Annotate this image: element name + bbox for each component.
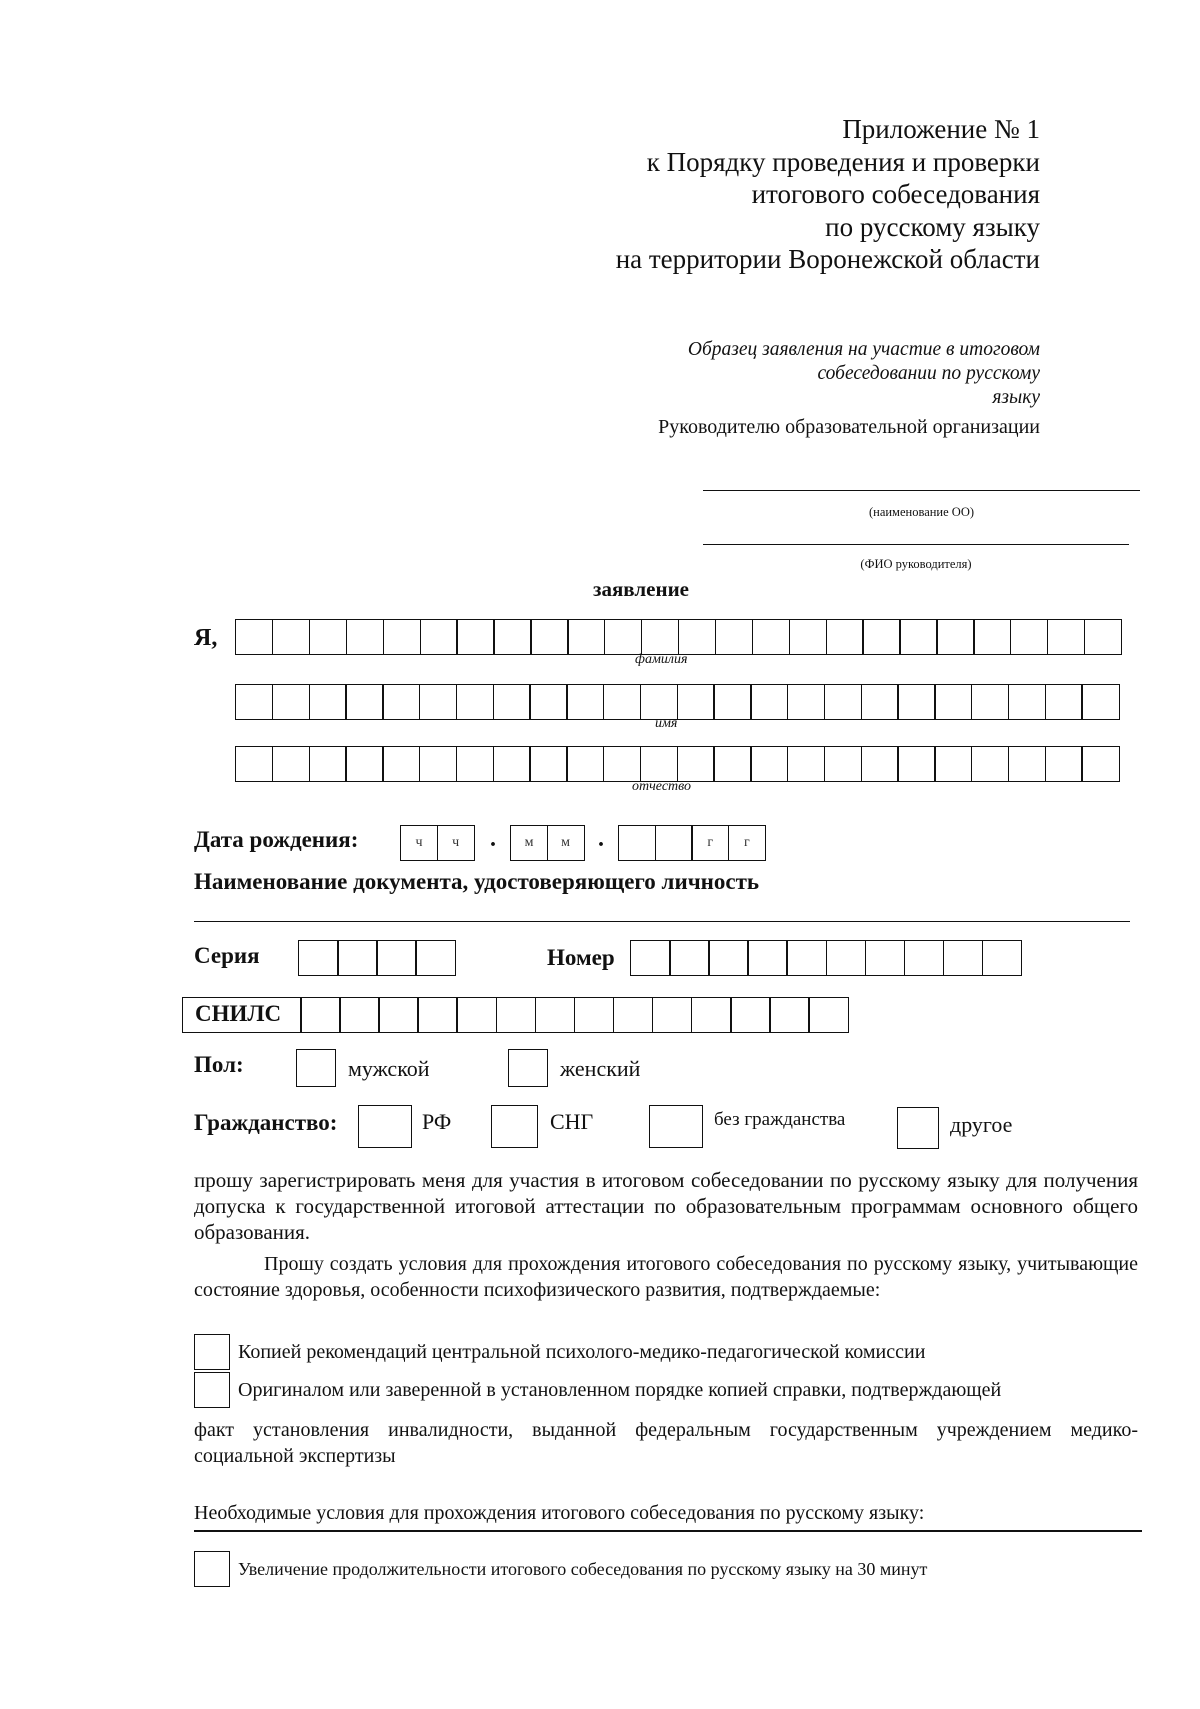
letter-cell[interactable] xyxy=(272,619,310,655)
sex-label: Пол: xyxy=(194,1052,244,1077)
letter-cell[interactable] xyxy=(1010,619,1048,655)
letter-cell[interactable] xyxy=(691,997,732,1033)
sample-line: собеседовании по русскому xyxy=(817,363,1040,384)
pmpk-checkbox[interactable] xyxy=(194,1334,230,1370)
letter-cell[interactable] xyxy=(566,684,604,720)
letter-cell[interactable] xyxy=(529,684,567,720)
form-title: заявление xyxy=(593,577,689,601)
appendix-line: на территории Воронежской области xyxy=(615,244,1040,274)
dob-year-cells[interactable] xyxy=(618,825,766,861)
letter-cell[interactable] xyxy=(376,940,417,976)
sample-line: Образец заявления на участие в итоговом xyxy=(687,339,1040,360)
letter-cell[interactable] xyxy=(420,619,458,655)
letter-cell[interactable] xyxy=(235,619,273,655)
letter-cell[interactable] xyxy=(496,997,537,1033)
letter-cell[interactable] xyxy=(1045,746,1083,782)
letter-cell[interactable] xyxy=(383,619,421,655)
snils-label: СНИЛС xyxy=(182,997,302,1033)
disability-row[interactable] xyxy=(194,1372,1001,1408)
org-name-line[interactable] xyxy=(703,490,1140,491)
letter-cell[interactable] xyxy=(456,746,494,782)
citizenship-stateless-label: без гражданства xyxy=(714,1109,846,1130)
letter-cell[interactable] xyxy=(824,684,862,720)
letter-cell[interactable] xyxy=(730,997,771,1033)
letter-cell[interactable] xyxy=(787,746,825,782)
letter-cell[interactable] xyxy=(747,940,788,976)
letter-cell[interactable] xyxy=(382,684,420,720)
letter-cell[interactable] xyxy=(904,940,945,976)
letter-cell[interactable] xyxy=(309,619,347,655)
pmpk-row[interactable] xyxy=(194,1334,925,1370)
letter-cell[interactable] xyxy=(300,997,341,1033)
dob-label: Дата рождения: xyxy=(194,827,359,852)
letter-cell[interactable] xyxy=(493,684,531,720)
dob-cell[interactable] xyxy=(618,825,656,861)
needed-conditions-heading: Необходимые условия для прохождения итогового собеседования по русскому языку: xyxy=(194,1502,925,1524)
letter-cell[interactable] xyxy=(603,684,641,720)
letter-cell[interactable] xyxy=(417,997,458,1033)
letter-cell[interactable] xyxy=(456,619,494,655)
letter-cell[interactable] xyxy=(535,997,576,1033)
letter-cell[interactable] xyxy=(1081,746,1119,782)
letter-cell[interactable] xyxy=(378,997,419,1033)
needed-conditions-line xyxy=(194,1530,1142,1532)
letter-cell[interactable] xyxy=(1008,746,1046,782)
letter-cell[interactable] xyxy=(715,619,753,655)
letter-cell[interactable] xyxy=(345,684,383,720)
letter-cell[interactable] xyxy=(824,746,862,782)
citizenship-label: Гражданство: xyxy=(194,1110,338,1135)
letter-cell[interactable] xyxy=(1081,684,1119,720)
appendix-line: к Порядку проведения и проверки xyxy=(646,146,1040,177)
letter-cell[interactable] xyxy=(669,940,710,976)
letter-cell[interactable] xyxy=(899,619,937,655)
letter-cell[interactable] xyxy=(298,940,339,976)
letter-cell[interactable] xyxy=(865,940,906,976)
letter-cell[interactable] xyxy=(530,619,568,655)
letter-cell[interactable] xyxy=(808,997,849,1033)
letter-cell[interactable] xyxy=(493,619,531,655)
sample-note xyxy=(688,338,1040,410)
letter-cell[interactable] xyxy=(971,746,1009,782)
letter-cell[interactable] xyxy=(640,684,678,720)
citizenship-cis-checkbox[interactable] xyxy=(491,1105,538,1148)
letter-cell[interactable] xyxy=(604,619,642,655)
letter-cell[interactable] xyxy=(897,684,935,720)
patronymic-caption: отчество xyxy=(632,779,692,794)
letter-cell[interactable] xyxy=(982,940,1023,976)
series-label: Серия xyxy=(194,943,260,968)
dob-separator: . xyxy=(490,826,496,852)
letter-cell[interactable] xyxy=(1047,619,1085,655)
letter-cell[interactable] xyxy=(235,684,273,720)
letter-cell[interactable] xyxy=(415,940,456,976)
letter-cell[interactable] xyxy=(708,940,749,976)
letter-cell[interactable] xyxy=(786,940,827,976)
citizenship-rf-checkbox[interactable] xyxy=(358,1105,412,1148)
sex-male-label: мужской xyxy=(348,1056,430,1081)
citizenship-cis-label: СНГ xyxy=(550,1109,594,1134)
letter-cell[interactable] xyxy=(630,940,671,976)
doc-name-line[interactable] xyxy=(194,921,1130,922)
letter-cell[interactable] xyxy=(640,746,678,782)
letter-cell[interactable] xyxy=(971,684,1009,720)
sex-female-checkbox[interactable] xyxy=(508,1049,548,1087)
letter-cell[interactable] xyxy=(613,997,654,1033)
letter-cell[interactable] xyxy=(713,684,751,720)
number-label: Номер xyxy=(547,945,615,970)
name-caption: имя xyxy=(655,716,678,731)
surname-cells[interactable] xyxy=(235,619,1122,655)
letter-cell[interactable] xyxy=(936,619,974,655)
conditions-intro: Прошу создать условия для прохождения итогового собеседования по русскому языку, учитывающие состояние здоровья, особенности психофизического развития, подтверждаемые: xyxy=(194,1253,1138,1301)
disability-text: Оригиналом или заверенной в установленном порядке копией справки, подтверждающей xyxy=(238,1378,1002,1401)
letter-cell[interactable] xyxy=(309,684,347,720)
dob-cell[interactable]: г xyxy=(728,825,766,861)
letter-cell[interactable] xyxy=(862,619,900,655)
sex-male-checkbox[interactable] xyxy=(296,1049,336,1087)
dob-cell[interactable] xyxy=(655,825,693,861)
sample-line: языку xyxy=(992,387,1040,408)
disability-continuation: факт установления инвалидности, выданной федеральным государственным учреждением медико-социальной экспертизы xyxy=(194,1419,1138,1467)
letter-cell[interactable] xyxy=(272,746,310,782)
letter-cell[interactable] xyxy=(419,746,457,782)
letter-cell[interactable] xyxy=(456,684,494,720)
letter-cell[interactable] xyxy=(456,997,497,1033)
number-cells[interactable] xyxy=(630,940,1022,976)
dob-cell[interactable]: м xyxy=(510,825,548,861)
extra-time-checkbox[interactable] xyxy=(194,1551,230,1587)
dob-separator: . xyxy=(598,826,604,852)
dob-month-cells[interactable] xyxy=(510,825,585,861)
letter-cell[interactable] xyxy=(346,619,384,655)
letter-cell[interactable] xyxy=(934,684,972,720)
snils-cells[interactable] xyxy=(300,997,849,1033)
citizenship-rf-label: РФ xyxy=(422,1109,452,1134)
letter-cell[interactable] xyxy=(339,997,380,1033)
letter-cell[interactable] xyxy=(382,746,420,782)
letter-cell[interactable] xyxy=(752,619,790,655)
dob-cell[interactable]: ч xyxy=(400,825,438,861)
appendix-line: итогового собеседования xyxy=(751,179,1040,209)
letter-cell[interactable] xyxy=(973,619,1011,655)
extra-time-text: Увеличение продолжительности итогового собеседования по русскому языку на 30 минут xyxy=(238,1558,928,1579)
letter-cell[interactable] xyxy=(419,684,457,720)
letter-cell[interactable] xyxy=(861,684,899,720)
letter-cell[interactable] xyxy=(235,746,273,782)
appendix-line: по русскому языку xyxy=(825,211,1040,242)
sex-female-label: женский xyxy=(560,1056,641,1081)
letter-cell[interactable] xyxy=(337,940,378,976)
dob-cell[interactable]: ч xyxy=(437,825,475,861)
ya-label: Я, xyxy=(194,625,218,651)
letter-cell[interactable] xyxy=(943,940,984,976)
request-paragraph: прошу зарегистрировать меня для участия в итоговом собеседовании по русскому языку для получения допуска к государственной итоговой аттестации по образовательным программам основного общего образования. xyxy=(194,1168,1138,1244)
citizenship-other-label: другое xyxy=(950,1112,1013,1137)
doc-label: Наименование документа, удостоверяющего личность xyxy=(194,869,760,894)
org-caption: (наименование ОО) xyxy=(868,505,975,519)
letter-cell[interactable] xyxy=(1008,684,1046,720)
disability-checkbox[interactable] xyxy=(194,1372,230,1408)
appendix-line: Приложение № 1 xyxy=(842,114,1040,144)
letter-cell[interactable] xyxy=(677,746,715,782)
letter-cell[interactable] xyxy=(574,997,615,1033)
addressee: Руководителю образовательной организации xyxy=(658,416,1040,438)
letter-cell[interactable] xyxy=(1045,684,1083,720)
letter-cell[interactable] xyxy=(603,746,641,782)
letter-cell[interactable] xyxy=(861,746,899,782)
letter-cell[interactable] xyxy=(529,746,567,782)
letter-cell[interactable] xyxy=(750,684,788,720)
letter-cell[interactable] xyxy=(652,997,693,1033)
letter-cell[interactable] xyxy=(309,746,347,782)
letter-cell[interactable] xyxy=(787,684,825,720)
letter-cell[interactable] xyxy=(769,997,810,1033)
extra-time-row[interactable] xyxy=(194,1551,927,1587)
letter-cell[interactable] xyxy=(789,619,827,655)
letter-cell[interactable] xyxy=(641,619,679,655)
appendix-header xyxy=(616,113,1040,276)
letter-cell[interactable] xyxy=(272,684,310,720)
letter-cell[interactable] xyxy=(677,684,715,720)
name-cells[interactable] xyxy=(235,684,1120,720)
pmpk-text: Копией рекомендаций центральной психолого-медико-педагогической комиссии xyxy=(238,1340,926,1363)
letter-cell[interactable] xyxy=(567,619,605,655)
surname-caption: фамилия xyxy=(635,652,688,667)
citizenship-stateless-checkbox[interactable] xyxy=(649,1105,703,1148)
series-cells[interactable] xyxy=(298,940,456,976)
letter-cell[interactable] xyxy=(713,746,751,782)
dob-cell[interactable]: м xyxy=(547,825,585,861)
patronymic-cells[interactable] xyxy=(235,746,1120,782)
letter-cell[interactable] xyxy=(345,746,383,782)
letter-cell[interactable] xyxy=(826,619,864,655)
letter-cell[interactable] xyxy=(566,746,604,782)
letter-cell[interactable] xyxy=(934,746,972,782)
letter-cell[interactable] xyxy=(493,746,531,782)
dob-cell[interactable]: г xyxy=(691,825,729,861)
letter-cell[interactable] xyxy=(897,746,935,782)
dob-day-cells[interactable] xyxy=(400,825,475,861)
letter-cell[interactable] xyxy=(1084,619,1122,655)
head-name-line[interactable] xyxy=(703,544,1129,545)
letter-cell[interactable] xyxy=(826,940,867,976)
citizenship-other-checkbox[interactable] xyxy=(897,1107,939,1149)
letter-cell[interactable] xyxy=(750,746,788,782)
head-caption: (ФИО руководителя) xyxy=(860,557,972,571)
letter-cell[interactable] xyxy=(678,619,716,655)
